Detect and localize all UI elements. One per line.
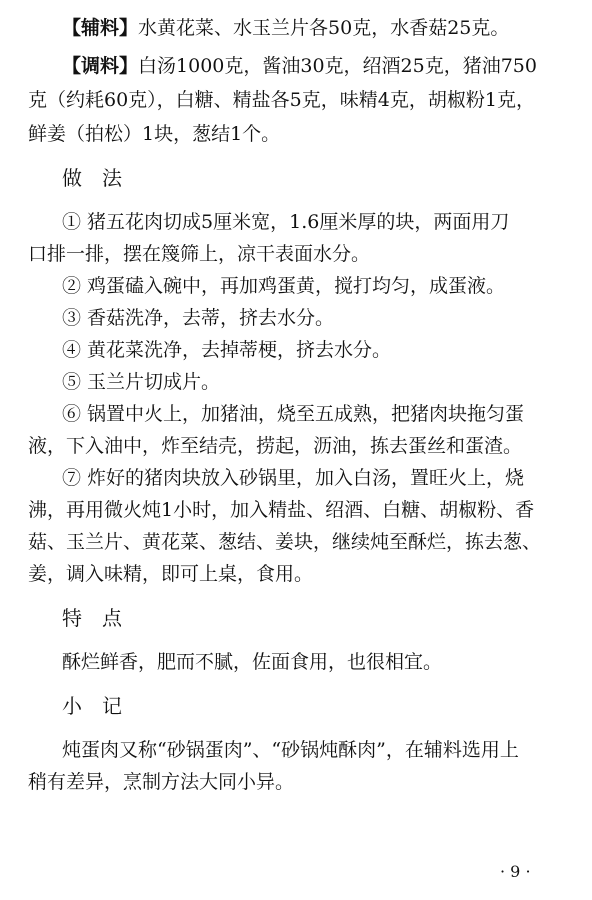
step3: ③ 香菇洗净，去蒂，挤去水分。: [62, 307, 335, 329]
tiaoliao-text-line3: 鲜姜（拍松）1块，葱结1个。: [28, 123, 281, 145]
notes-line1: 炖蛋肉又称“砂锅蛋肉”、“砂锅炖酥肉”，在辅料选用上: [62, 739, 519, 761]
step6-line1: ⑥ 锅置中火上，加猪油，烧至五成熟，把猪肉块拖匀蛋: [62, 403, 525, 425]
notes-line2: 稍有差异，烹制方法大同小异。: [28, 771, 295, 793]
fuliao-text: 水黄花菜、水玉兰片各50克，水香菇25克。: [138, 17, 510, 39]
fuliao-paragraph: [62, 14, 592, 42]
tiaoliao-label: 【调料】: [62, 55, 139, 77]
method-heading: 做法: [62, 166, 142, 190]
tiaoliao-paragraph-line1: [62, 52, 592, 80]
step7-line3: 菇、玉兰片、黄花菜、葱结、姜块，继续炖至酥烂，拣去葱、: [28, 531, 542, 553]
tiaoliao-text-line2: 克（约耗60克），白糖、精盐各5克，味精4克，胡椒粉1克，: [28, 89, 535, 111]
step7-line4: 姜，调入味精，即可上桌，食用。: [28, 563, 314, 585]
features-heading: 特点: [62, 606, 142, 630]
page-number: · 9 ·: [500, 862, 531, 881]
step7-line2: 沸，再用微火炖1小时，加入精盐、绍酒、白糖、胡椒粉、香: [28, 499, 535, 521]
step1-line2: 口排一排，摆在篾筛上，凉干表面水分。: [28, 243, 371, 265]
step6-line2: 液，下入油中，炸至结壳，捞起，沥油，拣去蛋丝和蛋渣。: [28, 435, 523, 457]
step2: ② 鸡蛋磕入碗中，再加鸡蛋黄，搅打均匀，成蛋液。: [62, 275, 506, 297]
notes-heading: 小记: [62, 694, 142, 718]
step4: ④ 黄花菜洗净，去掉蒂梗，挤去水分。: [62, 339, 392, 361]
step5: ⑤ 玉兰片切成片。: [62, 371, 221, 393]
features-text: 酥烂鲜香，肥而不腻，佐面食用，也很相宜。: [62, 651, 443, 673]
step1-line1: ① 猪五花肉切成5厘米宽，1.6厘米厚的块，两面用刀: [62, 211, 510, 233]
step7-line1: ⑦ 炸好的猪肉块放入砂锅里，加入白汤，置旺火上，烧: [62, 467, 525, 489]
fuliao-label: 【辅料】: [62, 17, 139, 39]
tiaoliao-text-line1: 白汤1000克，酱油30克，绍酒25克，猪油750: [138, 55, 537, 77]
